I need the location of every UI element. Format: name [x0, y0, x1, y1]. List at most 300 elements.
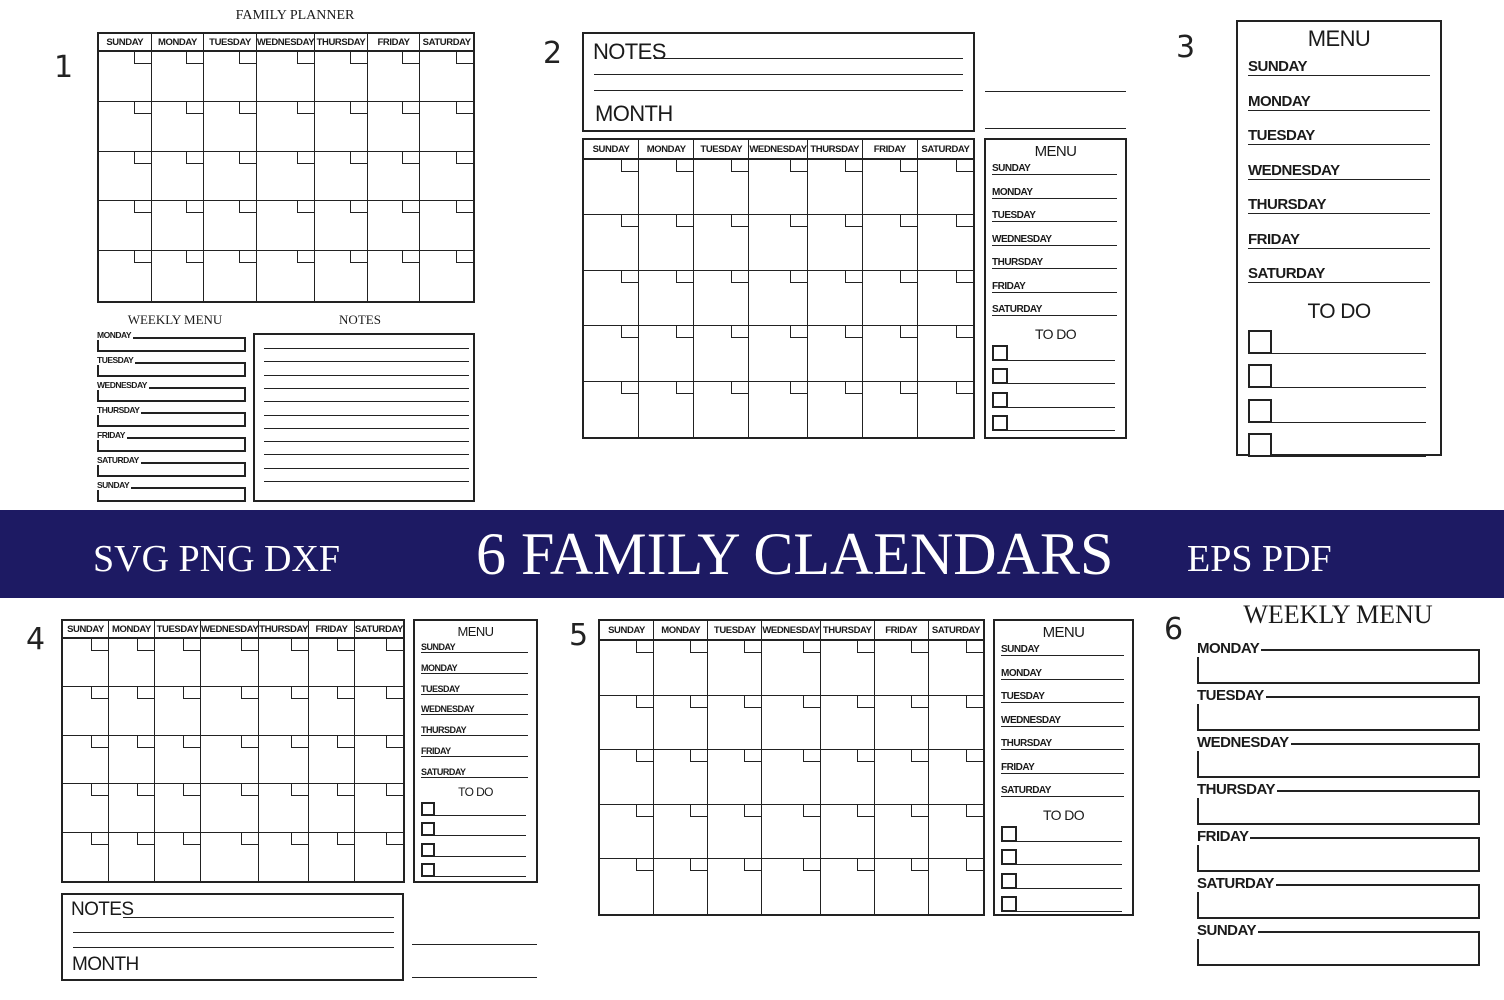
planner4-todo-item[interactable]: [421, 843, 526, 857]
planner4-todo-item[interactable]: [421, 863, 526, 877]
calendar-day-cell[interactable]: [654, 859, 708, 914]
calendar-day-cell[interactable]: [654, 805, 708, 860]
planner-6-weekly-menu-day: SUNDAY: [1197, 922, 1256, 939]
calendar-day-cell[interactable]: [694, 382, 749, 437]
calendar-day-cell[interactable]: [152, 201, 205, 251]
calendar-day-cell[interactable]: [257, 201, 315, 251]
calendar-day-cell[interactable]: [109, 784, 155, 832]
calendar-day-cell[interactable]: [155, 784, 201, 832]
calendar-day-cell[interactable]: [109, 639, 155, 687]
calendar-day-cell[interactable]: [929, 641, 983, 696]
todo-line: [1272, 456, 1426, 457]
calendar-day-cell[interactable]: [808, 382, 863, 437]
planner-2-month-label: MONTH: [595, 101, 673, 126]
planner2-menu-day-label: SUNDAY: [992, 163, 1031, 174]
planner-1-weekly-menu-row[interactable]: [97, 430, 246, 452]
planner-1-weekly-menu-row[interactable]: [97, 355, 246, 377]
planner-1-weekly-menu-row[interactable]: [97, 405, 246, 427]
checkbox-icon[interactable]: [421, 843, 435, 857]
calendar-day-cell[interactable]: [201, 784, 259, 832]
planner-6-weekly-menu-row[interactable]: [1197, 734, 1480, 778]
planner5-menu-title: MENU: [1042, 624, 1085, 641]
planner2-todo-item[interactable]: [992, 368, 1115, 384]
checkbox-icon[interactable]: [1001, 849, 1017, 865]
calendar-day-cell[interactable]: [155, 833, 201, 881]
planner4-menu-day-label: SUNDAY: [421, 642, 456, 652]
calendar-day-cell[interactable]: [708, 805, 762, 860]
day-header: FRIDAY: [309, 621, 355, 639]
calendar-day-cell[interactable]: [99, 201, 152, 251]
calendar-day-cell[interactable]: [315, 152, 368, 202]
planner-2-notes-month-box: [582, 32, 975, 132]
planner2-menu-day-label: WEDNESDAY: [992, 233, 1052, 245]
planner-1-weekly-menu-day: THURSDAY: [97, 405, 140, 415]
day-header: FRIDAY: [863, 140, 918, 160]
planner3-menu-day-line[interactable]: [1248, 229, 1430, 249]
planner4-todo-item[interactable]: [421, 802, 526, 816]
checkbox-icon[interactable]: [1248, 364, 1272, 388]
planner3-todo-item[interactable]: [1248, 399, 1426, 423]
day-header: TUESDAY: [204, 34, 257, 52]
planner5-menu-day-label: SUNDAY: [1001, 644, 1040, 655]
planner5-todo-item[interactable]: [1001, 873, 1122, 889]
calendar-day-cell[interactable]: [152, 152, 205, 202]
calendar-day-cell[interactable]: [584, 326, 639, 381]
planner4-menu-day-label: FRIDAY: [421, 746, 451, 756]
checkbox-icon[interactable]: [992, 345, 1008, 361]
todo-line: [1272, 422, 1426, 423]
calendar-day-cell[interactable]: [600, 859, 654, 914]
calendar-day-cell[interactable]: [654, 641, 708, 696]
planner-6-weekly-menu-row[interactable]: [1197, 922, 1480, 966]
calendar-day-cell[interactable]: [109, 687, 155, 735]
calendar-day-cell[interactable]: [201, 639, 259, 687]
planner2-menu-day-line[interactable]: [992, 161, 1117, 175]
checkbox-icon[interactable]: [1001, 873, 1017, 889]
planner4-menu-day-line[interactable]: [421, 660, 528, 674]
planner-1-weekly-menu-day: SUNDAY: [97, 480, 130, 490]
calendar-day-cell[interactable]: [639, 271, 694, 326]
calendar-day-cell[interactable]: [420, 152, 473, 202]
planner5-todo-item[interactable]: [1001, 826, 1122, 842]
checkbox-icon[interactable]: [421, 863, 435, 877]
planner5-menu-day-line[interactable]: [1001, 666, 1124, 680]
planner2-menu-day-label: TUESDAY: [992, 210, 1036, 221]
planner3-menu-day-line[interactable]: [1248, 160, 1430, 180]
calendar-day-cell[interactable]: [821, 859, 875, 914]
calendar-day-cell[interactable]: [808, 215, 863, 270]
calendar-day-cell[interactable]: [355, 687, 403, 735]
planner-5-calendar-grid: [598, 619, 985, 916]
planner-1-weekly-menu-row[interactable]: [97, 455, 246, 477]
calendar-day-cell[interactable]: [259, 639, 309, 687]
calendar-day-cell[interactable]: [918, 160, 973, 215]
day-header: WEDNESDAY: [762, 621, 820, 641]
calendar-day-cell[interactable]: [155, 639, 201, 687]
planner5-menu-day-line[interactable]: [1001, 642, 1124, 656]
planner3-menu-day-line[interactable]: [1248, 194, 1430, 214]
planner5-menu-day-line[interactable]: [1001, 689, 1124, 703]
calendar-day-cell[interactable]: [863, 271, 918, 326]
calendar-day-cell[interactable]: [708, 859, 762, 914]
planner5-todo-title: TO DO: [1042, 806, 1085, 823]
calendar-day-cell[interactable]: [368, 201, 421, 251]
calendar-day-cell[interactable]: [204, 251, 257, 301]
planner5-todo-item[interactable]: [1001, 849, 1122, 865]
checkbox-icon[interactable]: [1001, 896, 1017, 912]
calendar-day-cell[interactable]: [918, 326, 973, 381]
calendar-day-cell[interactable]: [259, 833, 309, 881]
planner-4-notes-line: [73, 932, 394, 933]
calendar-day-cell[interactable]: [929, 696, 983, 751]
planner-6-number: 6: [1164, 612, 1184, 647]
calendar-day-cell[interactable]: [201, 736, 259, 784]
calendar-day-cell[interactable]: [109, 833, 155, 881]
calendar-day-cell[interactable]: [808, 160, 863, 215]
planner2-menu-day-line[interactable]: [992, 255, 1117, 269]
calendar-day-cell[interactable]: [584, 271, 639, 326]
calendar-day-cell[interactable]: [355, 784, 403, 832]
calendar-day-cell[interactable]: [309, 736, 355, 784]
calendar-day-cell[interactable]: [309, 687, 355, 735]
calendar-day-cell[interactable]: [749, 160, 807, 215]
planner2-menu-title: MENU: [1034, 143, 1077, 160]
calendar-day-cell[interactable]: [600, 805, 654, 860]
planner2-todo-item[interactable]: [992, 415, 1115, 431]
calendar-day-cell[interactable]: [204, 201, 257, 251]
planner-1-notes-line: [264, 454, 469, 455]
calendar-day-cell[interactable]: [584, 215, 639, 270]
calendar-day-cell[interactable]: [368, 152, 421, 202]
calendar-day-cell[interactable]: [875, 696, 929, 751]
calendar-day-cell[interactable]: [257, 251, 315, 301]
planner2-menu-day-line[interactable]: [992, 185, 1117, 199]
calendar-day-cell[interactable]: [99, 102, 152, 152]
planner-6-weekly-menu-day: THURSDAY: [1197, 781, 1275, 798]
planner5-menu-day-label: MONDAY: [1001, 667, 1042, 679]
planner2-menu-day-label: MONDAY: [992, 186, 1033, 198]
day-header: SATURDAY: [420, 34, 473, 52]
calendar-day-cell[interactable]: [808, 271, 863, 326]
calendar-day-cell[interactable]: [420, 102, 473, 152]
planner2-todo-title: TO DO: [1034, 325, 1077, 342]
checkbox-icon[interactable]: [421, 802, 435, 816]
calendar-day-cell[interactable]: [257, 102, 315, 152]
planner-4-side-line: [412, 944, 537, 945]
calendar-day-cell[interactable]: [155, 736, 201, 784]
calendar-day-cell[interactable]: [762, 859, 820, 914]
planner-4-menu-panel: [413, 619, 538, 883]
calendar-day-cell[interactable]: [420, 251, 473, 301]
planner-1-weekly-menu-title: WEEKLY MENU: [127, 312, 223, 327]
calendar-day-cell[interactable]: [821, 696, 875, 751]
calendar-day-cell[interactable]: [204, 102, 257, 152]
calendar-day-cell[interactable]: [808, 326, 863, 381]
planner-1-notes-line: [264, 428, 469, 429]
calendar-day-cell[interactable]: [762, 696, 820, 751]
calendar-day-cell[interactable]: [875, 805, 929, 860]
banner-formats-right: EPS PDF: [1187, 538, 1332, 580]
calendar-day-cell[interactable]: [875, 859, 929, 914]
calendar-day-cell[interactable]: [155, 687, 201, 735]
calendar-day-cell[interactable]: [762, 641, 820, 696]
calendar-day-cell[interactable]: [584, 382, 639, 437]
planner-1-notes-box: [253, 333, 475, 502]
planner3-menu-title: MENU: [1307, 26, 1371, 51]
calendar-day-cell[interactable]: [600, 696, 654, 751]
calendar-day-cell[interactable]: [257, 152, 315, 202]
calendar-day-cell[interactable]: [694, 326, 749, 381]
planner-2-calendar-grid: [582, 138, 975, 439]
calendar-day-cell[interactable]: [749, 215, 807, 270]
calendar-day-cell[interactable]: [863, 160, 918, 215]
planner3-menu-day-line[interactable]: [1248, 263, 1430, 283]
todo-line: [435, 856, 526, 857]
todo-line: [1017, 864, 1122, 865]
planner4-menu-day-line[interactable]: [421, 639, 528, 653]
calendar-day-cell[interactable]: [315, 251, 368, 301]
day-header: MONDAY: [639, 140, 694, 160]
planner3-menu-day-label: SUNDAY: [1248, 58, 1307, 75]
planner-6-weekly-menu-day: FRIDAY: [1197, 828, 1249, 845]
planner-6-weekly-menu-day: TUESDAY: [1197, 687, 1264, 704]
day-header: SUNDAY: [99, 34, 152, 52]
planner-1-notes-line: [264, 468, 469, 469]
calendar-day-cell[interactable]: [355, 639, 403, 687]
calendar-day-cell[interactable]: [152, 251, 205, 301]
calendar-day-cell[interactable]: [654, 750, 708, 805]
calendar-day-cell[interactable]: [259, 687, 309, 735]
planner-2-notes-label: NOTES: [593, 39, 666, 64]
calendar-day-cell[interactable]: [875, 641, 929, 696]
planner4-menu-day-line[interactable]: [421, 743, 528, 757]
calendar-day-cell[interactable]: [762, 750, 820, 805]
calendar-day-cell[interactable]: [654, 696, 708, 751]
checkbox-icon[interactable]: [1248, 330, 1272, 354]
planner-1-notes-line: [264, 375, 469, 376]
day-header: WEDNESDAY: [257, 34, 315, 52]
calendar-day-cell[interactable]: [639, 326, 694, 381]
planner-1-weekly-menu-row[interactable]: [97, 380, 246, 402]
calendar-day-cell[interactable]: [420, 52, 473, 102]
day-header: MONDAY: [654, 621, 708, 641]
calendar-day-cell[interactable]: [420, 201, 473, 251]
calendar-day-cell[interactable]: [821, 641, 875, 696]
todo-line: [1017, 888, 1122, 889]
planner-4-number: 4: [26, 622, 46, 657]
calendar-day-cell[interactable]: [708, 750, 762, 805]
calendar-day-cell[interactable]: [762, 805, 820, 860]
calendar-day-cell[interactable]: [694, 271, 749, 326]
calendar-day-cell[interactable]: [152, 52, 205, 102]
planner5-todo-item[interactable]: [1001, 896, 1122, 912]
planner4-menu-day-line[interactable]: [421, 722, 528, 736]
calendar-day-cell[interactable]: [749, 382, 807, 437]
calendar-day-cell[interactable]: [309, 639, 355, 687]
calendar-day-cell[interactable]: [99, 251, 152, 301]
calendar-day-cell[interactable]: [63, 833, 109, 881]
calendar-day-cell[interactable]: [929, 859, 983, 914]
planner4-menu-day-line[interactable]: [421, 681, 528, 695]
calendar-day-cell[interactable]: [708, 696, 762, 751]
calendar-day-cell[interactable]: [875, 750, 929, 805]
planner-4-notes-line: [73, 947, 394, 948]
calendar-day-cell[interactable]: [639, 215, 694, 270]
checkbox-icon[interactable]: [1248, 433, 1272, 457]
title-banner: [0, 510, 1504, 598]
calendar-day-cell[interactable]: [259, 736, 309, 784]
calendar-day-cell[interactable]: [259, 784, 309, 832]
planner3-todo-item[interactable]: [1248, 433, 1426, 457]
planner3-menu-day-label: WEDNESDAY: [1248, 161, 1340, 179]
planner3-todo-item[interactable]: [1248, 364, 1426, 388]
calendar-day-cell[interactable]: [315, 52, 368, 102]
planner4-menu-day-line[interactable]: [421, 764, 528, 778]
planner5-menu-day-line[interactable]: [1001, 783, 1124, 797]
planner4-menu-day-line[interactable]: [421, 701, 528, 715]
calendar-day-cell[interactable]: [368, 102, 421, 152]
planner-1-weekly-menu-row[interactable]: [97, 330, 246, 352]
calendar-day-cell[interactable]: [63, 639, 109, 687]
todo-line: [435, 815, 526, 816]
checkbox-icon[interactable]: [992, 368, 1008, 384]
calendar-day-cell[interactable]: [821, 805, 875, 860]
calendar-day-cell[interactable]: [694, 160, 749, 215]
planner-6-weekly-menu-row[interactable]: [1197, 781, 1480, 825]
planner-4-notes-label: NOTES: [71, 899, 134, 920]
planner4-menu-day-label: WEDNESDAY: [421, 704, 475, 715]
calendar-day-cell[interactable]: [315, 201, 368, 251]
calendar-day-cell[interactable]: [708, 641, 762, 696]
calendar-day-cell[interactable]: [749, 271, 807, 326]
planner2-menu-day-line[interactable]: [992, 232, 1117, 246]
calendar-day-cell[interactable]: [929, 805, 983, 860]
todo-line: [1272, 387, 1426, 388]
planner5-menu-day-line[interactable]: [1001, 736, 1124, 750]
calendar-day-cell[interactable]: [918, 382, 973, 437]
planner-1-notes-line: [264, 441, 469, 442]
calendar-day-cell[interactable]: [63, 736, 109, 784]
planner4-todo-title: TO DO: [458, 784, 493, 799]
day-header: SUNDAY: [600, 621, 654, 641]
calendar-day-cell[interactable]: [749, 326, 807, 381]
day-header: THURSDAY: [315, 34, 368, 52]
checkbox-icon[interactable]: [421, 822, 435, 836]
planner-1-weekly-menu-day: SATURDAY: [97, 455, 139, 465]
calendar-day-cell[interactable]: [309, 784, 355, 832]
planner-1-weekly-menu-row[interactable]: [97, 480, 246, 502]
calendar-day-cell[interactable]: [863, 215, 918, 270]
calendar-day-cell[interactable]: [63, 687, 109, 735]
calendar-day-cell[interactable]: [639, 160, 694, 215]
calendar-day-cell[interactable]: [368, 52, 421, 102]
planner4-menu-title: MENU: [457, 624, 494, 639]
calendar-day-cell[interactable]: [99, 52, 152, 102]
planner3-menu-day-line[interactable]: [1248, 56, 1430, 76]
calendar-day-cell[interactable]: [63, 784, 109, 832]
checkbox-icon[interactable]: [1248, 399, 1272, 423]
planner3-menu-day-line[interactable]: [1248, 125, 1430, 145]
planner2-todo-item[interactable]: [992, 345, 1115, 361]
calendar-day-cell[interactable]: [201, 687, 259, 735]
planner-6-weekly-menu-row[interactable]: [1197, 875, 1480, 919]
planner-2-notes-line: [594, 74, 963, 75]
calendar-day-cell[interactable]: [204, 152, 257, 202]
day-header: WEDNESDAY: [201, 621, 259, 639]
calendar-day-cell[interactable]: [99, 152, 152, 202]
planner2-menu-day-line[interactable]: [992, 208, 1117, 222]
banner-formats-left: SVG PNG DXF: [93, 538, 341, 580]
calendar-day-cell[interactable]: [600, 750, 654, 805]
calendar-day-cell[interactable]: [315, 102, 368, 152]
calendar-day-cell[interactable]: [257, 52, 315, 102]
planner5-menu-day-line[interactable]: [1001, 760, 1124, 774]
planner-6-weekly-menu-row[interactable]: [1197, 828, 1480, 872]
planner-6-weekly-menu-row[interactable]: [1197, 640, 1480, 684]
checkbox-icon[interactable]: [992, 415, 1008, 431]
planner-6-weekly-menu-row[interactable]: [1197, 687, 1480, 731]
calendar-day-cell[interactable]: [309, 833, 355, 881]
planner3-menu-day-label: MONDAY: [1248, 92, 1311, 110]
day-header: SUNDAY: [63, 621, 109, 639]
calendar-day-cell[interactable]: [918, 215, 973, 270]
calendar-day-cell[interactable]: [109, 736, 155, 784]
calendar-day-cell[interactable]: [863, 382, 918, 437]
calendar-day-cell[interactable]: [355, 736, 403, 784]
planner3-todo-item[interactable]: [1248, 330, 1426, 354]
checkbox-icon[interactable]: [992, 392, 1008, 408]
calendar-day-cell[interactable]: [152, 102, 205, 152]
day-header: TUESDAY: [155, 621, 201, 639]
calendar-day-cell[interactable]: [929, 750, 983, 805]
planner2-todo-item[interactable]: [992, 392, 1115, 408]
calendar-day-cell[interactable]: [204, 52, 257, 102]
calendar-day-cell[interactable]: [639, 382, 694, 437]
calendar-day-cell[interactable]: [694, 215, 749, 270]
calendar-day-cell[interactable]: [821, 750, 875, 805]
planner3-menu-day-label: FRIDAY: [1248, 230, 1300, 248]
planner-1-weekly-menu-day: FRIDAY: [97, 430, 125, 440]
planner-4-notes-month-box: [61, 893, 404, 981]
planner-4-side-line: [412, 977, 537, 978]
calendar-day-cell[interactable]: [600, 641, 654, 696]
planner5-menu-day-label: TUESDAY: [1001, 691, 1045, 702]
planner-3-menu-panel: [1236, 20, 1442, 456]
day-header: THURSDAY: [808, 140, 863, 160]
planner-6-title: WEEKLY MENU: [1243, 600, 1433, 629]
planner-2-menu-panel: [984, 138, 1127, 439]
calendar-day-cell[interactable]: [368, 251, 421, 301]
calendar-day-cell[interactable]: [201, 833, 259, 881]
calendar-day-cell[interactable]: [584, 160, 639, 215]
day-header: THURSDAY: [821, 621, 875, 641]
planner-6-weekly-menu-day: SATURDAY: [1197, 875, 1274, 892]
calendar-day-cell[interactable]: [918, 271, 973, 326]
planner2-menu-day-line[interactable]: [992, 302, 1117, 316]
planner5-menu-day-label: WEDNESDAY: [1001, 714, 1061, 726]
planner3-menu-day-line[interactable]: [1248, 91, 1430, 111]
planner2-menu-day-line[interactable]: [992, 279, 1117, 293]
checkbox-icon[interactable]: [1001, 826, 1017, 842]
calendar-day-cell[interactable]: [863, 326, 918, 381]
day-header: MONDAY: [152, 34, 205, 52]
planner5-menu-day-line[interactable]: [1001, 713, 1124, 727]
planner-1-notes-line: [264, 415, 469, 416]
planner4-menu-day-label: TUESDAY: [421, 683, 460, 694]
todo-line: [1008, 430, 1115, 431]
planner4-todo-item[interactable]: [421, 822, 526, 836]
calendar-day-cell[interactable]: [355, 833, 403, 881]
